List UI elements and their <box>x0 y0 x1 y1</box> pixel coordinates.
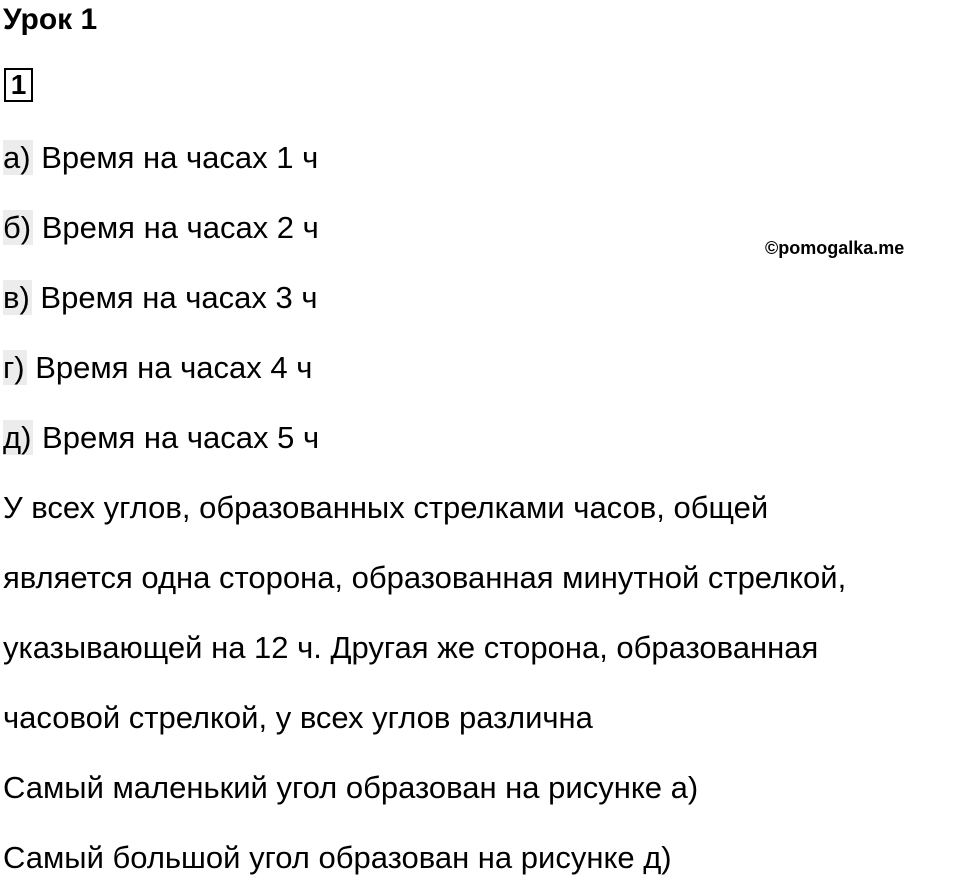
answer-line-g <box>3 349 312 387</box>
page-title: Урок 1 <box>3 3 98 36</box>
explanation-line: является одна сторона, образованная минутной стрелкой, <box>3 560 847 595</box>
answer-line-b <box>3 209 319 247</box>
explanation-line: указывающей на 12 ч. Другая же сторона, образованная <box>3 630 819 665</box>
answer-letter: б) <box>3 210 32 245</box>
answer-line-d <box>3 419 319 457</box>
answer-text: Время на часах 2 ч <box>33 210 319 245</box>
watermark: ©pomogalka.me <box>765 238 905 258</box>
explanation-line: У всех углов, образованных стрелками часов, общей <box>3 490 769 525</box>
answer-letter: д) <box>3 420 32 455</box>
answer-line-v <box>3 279 318 317</box>
answer-text: Время на часах 4 ч <box>26 350 313 385</box>
conclusion-line: Самый маленький угол образован на рисунке а) <box>3 770 699 805</box>
answer-text: Время на часах 3 ч <box>31 280 318 315</box>
task-number-box: 1 <box>4 68 33 102</box>
conclusion-line: Самый большой угол образован на рисунке д) <box>3 840 672 875</box>
answer-line-a <box>3 139 318 177</box>
answer-letter: в) <box>3 280 30 315</box>
explanation-line: часовой стрелкой, у всех углов различна <box>3 700 593 735</box>
answer-text: Время на часах 1 ч <box>32 140 319 175</box>
answer-letter: г) <box>3 350 25 385</box>
answer-text: Время на часах 5 ч <box>33 420 320 455</box>
answer-letter: а) <box>3 140 31 175</box>
